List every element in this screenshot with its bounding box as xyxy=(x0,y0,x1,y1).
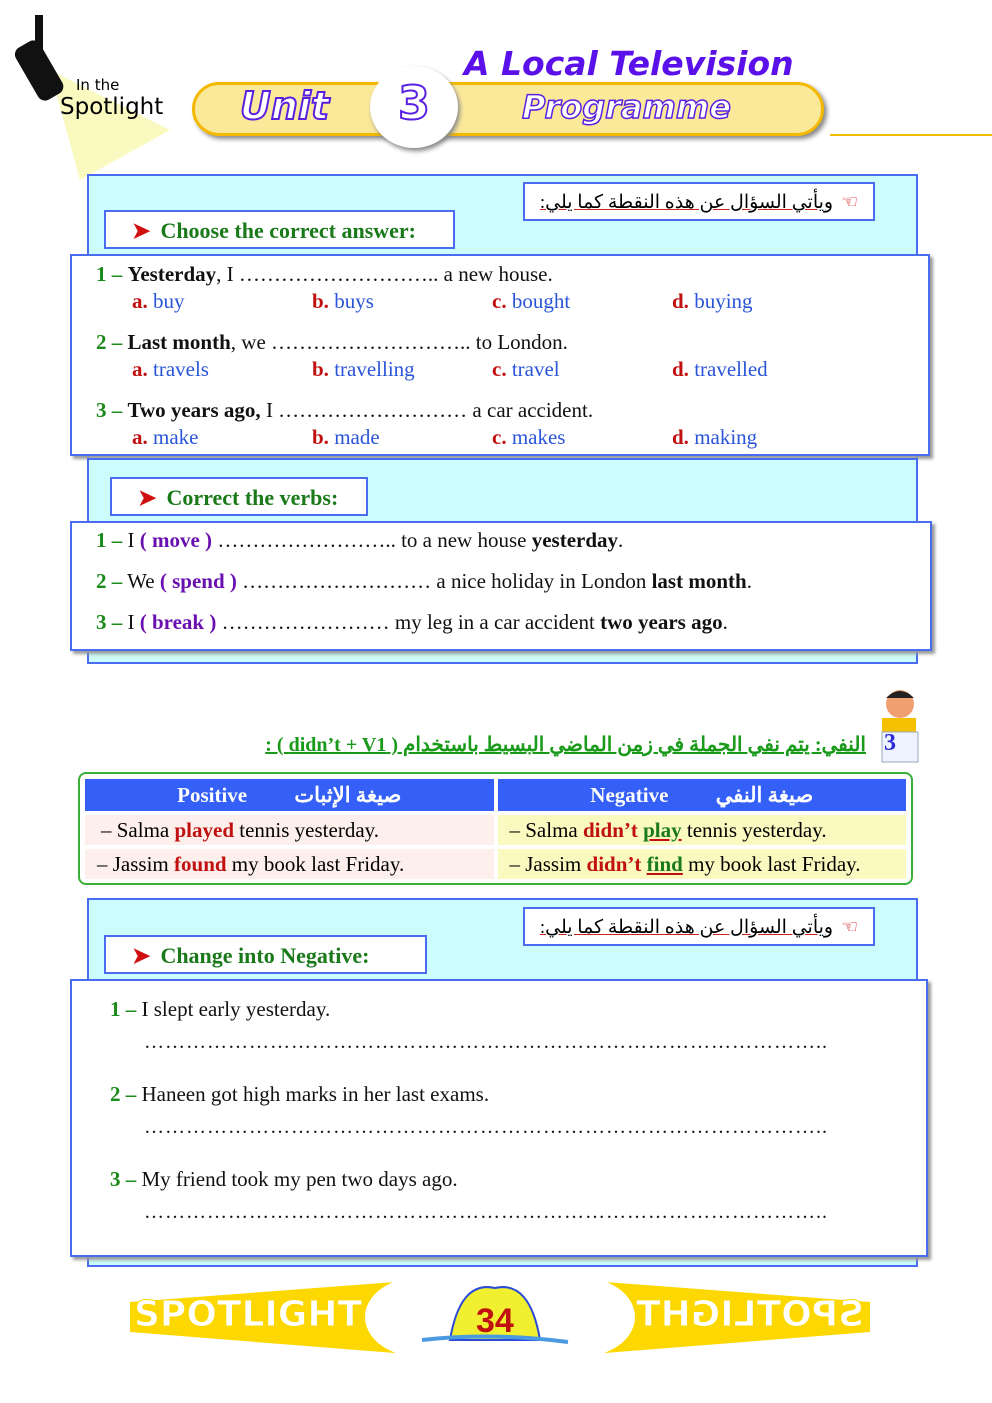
title-line2: Programme xyxy=(522,88,731,126)
negation-rule: النفي: يتم نفي الجملة في زمن الماضي البسيط باستخدام ( didn’t + V1 ) : xyxy=(265,734,866,756)
text: two years ago xyxy=(600,610,723,634)
text: makes xyxy=(511,425,566,449)
text: …………………….. to a new house xyxy=(212,528,532,552)
text: making xyxy=(694,425,758,449)
positive-cell xyxy=(85,815,494,845)
text: 3 – xyxy=(96,610,123,634)
text: d. xyxy=(672,425,689,449)
text: buying xyxy=(694,289,753,313)
text: I xyxy=(127,610,140,634)
text: find xyxy=(646,851,683,876)
text: didn’t xyxy=(583,817,638,842)
arrow-icon: ➤ xyxy=(132,218,151,243)
text: didn’t xyxy=(586,851,642,876)
answer-option[interactable] xyxy=(132,425,312,450)
positive-negative-table-box xyxy=(78,772,913,885)
text: Haneen got high marks in her last exams. xyxy=(141,1082,490,1106)
text: made xyxy=(334,425,380,449)
answer-option[interactable] xyxy=(672,425,852,450)
text: a. xyxy=(132,289,148,313)
text: buys xyxy=(334,289,374,313)
answer-option[interactable] xyxy=(492,357,672,382)
logo-line2: Spotlight xyxy=(60,94,164,120)
text: play xyxy=(643,817,682,842)
text: my book last Friday. xyxy=(226,851,405,876)
footer-left-text: SPOTLIGHT xyxy=(134,1294,363,1335)
answer-option[interactable] xyxy=(492,289,672,314)
text: 2 – xyxy=(96,569,123,593)
title-line1: A Local Television xyxy=(464,44,794,83)
negative-cell xyxy=(498,815,907,845)
text: . xyxy=(722,610,728,634)
negative-questions-box xyxy=(70,979,928,1257)
arrow-icon: ➤ xyxy=(132,943,151,968)
choose-heading: Choose the correct answer: xyxy=(160,218,417,243)
text: played xyxy=(174,817,235,842)
verb-question xyxy=(96,610,728,635)
question xyxy=(96,398,593,423)
text: Negative xyxy=(590,782,669,807)
text: buy xyxy=(153,289,185,313)
text: 1 – xyxy=(96,528,123,552)
text: d. xyxy=(672,357,689,381)
choose-heading-box xyxy=(104,210,455,249)
text: 3 – xyxy=(96,398,123,422)
arabic-note-box xyxy=(523,182,875,221)
answer-options xyxy=(132,289,852,314)
text: Yesterday xyxy=(127,262,217,286)
text: tennis yesterday. xyxy=(234,817,380,842)
text: , we ……………………….. to London. xyxy=(230,330,568,354)
unit-label: Unit xyxy=(240,84,330,128)
text: found xyxy=(174,851,227,876)
spotlight-logo xyxy=(10,10,180,180)
pointing-hand-icon: ☜ xyxy=(841,917,859,938)
text: 2 – xyxy=(96,330,123,354)
text: b. xyxy=(312,425,329,449)
text: ( break ) xyxy=(139,610,217,634)
negative-heading: Change into Negative: xyxy=(160,943,370,968)
text: c. xyxy=(492,289,507,313)
negative-question xyxy=(110,1082,489,1107)
text: صيغة النفي xyxy=(715,782,814,807)
text: Positive xyxy=(177,782,248,807)
answer-option[interactable] xyxy=(672,289,852,314)
negative-cell xyxy=(498,849,907,879)
text: tennis yesterday. xyxy=(681,817,827,842)
text: bought xyxy=(511,289,571,313)
question xyxy=(96,262,553,287)
verb-question xyxy=(96,528,623,553)
rule-number-badge: 3 xyxy=(884,730,896,756)
text: Last month xyxy=(127,330,231,354)
text: صيغة الإثبات xyxy=(294,782,402,807)
text: . xyxy=(618,528,624,552)
text: I xyxy=(127,528,140,552)
answer-option[interactable] xyxy=(672,357,852,382)
verbs-heading-box xyxy=(110,477,368,516)
pointing-hand-icon: ☜ xyxy=(841,192,859,213)
footer xyxy=(130,1280,870,1355)
text: – Jassim xyxy=(509,851,587,876)
answer-options xyxy=(132,425,852,450)
negative-question xyxy=(110,997,330,1022)
text: – Jassim xyxy=(97,851,175,876)
text: 2 – xyxy=(110,1082,137,1106)
answer-option[interactable] xyxy=(312,289,492,314)
text: b. xyxy=(312,289,329,313)
table-row xyxy=(85,849,906,879)
text: 1 – xyxy=(96,262,123,286)
text: 1 – xyxy=(110,997,137,1021)
choose-questions-box xyxy=(70,254,930,456)
text: . xyxy=(746,569,752,593)
answer-option[interactable] xyxy=(492,425,672,450)
text: 3 – xyxy=(110,1167,137,1191)
answer-options xyxy=(132,357,852,382)
negative-heading-box xyxy=(104,935,427,974)
question xyxy=(96,330,568,355)
text: b. xyxy=(312,357,329,381)
arrow-icon: ➤ xyxy=(138,485,157,510)
header-rule xyxy=(830,134,992,136)
text: I slept early yesterday. xyxy=(141,997,331,1021)
text: ( move ) xyxy=(139,528,213,552)
page-number: 34 xyxy=(476,1302,514,1340)
text: Two years ago, xyxy=(127,398,261,422)
text: , I ……………………….. a new house. xyxy=(216,262,553,286)
text: We xyxy=(127,569,160,593)
answer-option[interactable] xyxy=(132,289,312,314)
positive-header xyxy=(85,779,494,811)
negative-question xyxy=(110,1167,458,1192)
text: – Salma xyxy=(101,817,175,842)
text: yesterday xyxy=(531,528,619,552)
table-row xyxy=(85,815,906,845)
logo-line1: In the xyxy=(76,76,120,94)
verb-question xyxy=(96,569,752,594)
text: My friend took my pen two days ago. xyxy=(141,1167,458,1191)
boy-mascot-icon xyxy=(872,686,922,764)
text: …………………… my leg in a car accident xyxy=(216,610,601,634)
text: last month xyxy=(651,569,747,593)
answer-line[interactable]: …………………………………………………………………………………….. xyxy=(144,1031,828,1053)
negative-header xyxy=(498,779,907,811)
arabic-note-box xyxy=(523,907,875,946)
verbs-heading: Correct the verbs: xyxy=(166,485,339,510)
text: my book last Friday. xyxy=(682,851,861,876)
arabic-note: ويأتي السؤال عن هذه النقطة كما يلي: xyxy=(539,192,834,213)
text: make xyxy=(153,425,199,449)
text: travels xyxy=(153,357,209,381)
unit-number: 3 xyxy=(397,76,430,130)
answer-option[interactable] xyxy=(312,357,492,382)
text: d. xyxy=(672,289,689,313)
arabic-note: ويأتي السؤال عن هذه النقطة كما يلي: xyxy=(539,917,834,938)
answer-option[interactable] xyxy=(132,357,312,382)
text: c. xyxy=(492,357,507,381)
positive-negative-table xyxy=(81,775,910,883)
verbs-questions-box xyxy=(70,521,932,651)
text: ……………………… a nice holiday in London xyxy=(236,569,652,593)
text: ( spend ) xyxy=(159,569,237,593)
text: I ……………………… a car accident. xyxy=(260,398,594,422)
answer-line[interactable]: …………………………………………………………………………………….. xyxy=(144,1116,828,1138)
text: travelled xyxy=(694,357,768,381)
text: – Salma xyxy=(509,817,583,842)
answer-option[interactable] xyxy=(312,425,492,450)
text: a. xyxy=(132,425,148,449)
text: a. xyxy=(132,357,148,381)
text: travel xyxy=(511,357,560,381)
unit-number-circle xyxy=(370,66,458,148)
positive-cell xyxy=(85,849,494,879)
answer-line[interactable]: …………………………………………………………………………………….. xyxy=(144,1201,828,1223)
footer-right-text: SPOTLIGHT xyxy=(636,1294,865,1335)
text: c. xyxy=(492,425,507,449)
text: travelling xyxy=(334,357,415,381)
